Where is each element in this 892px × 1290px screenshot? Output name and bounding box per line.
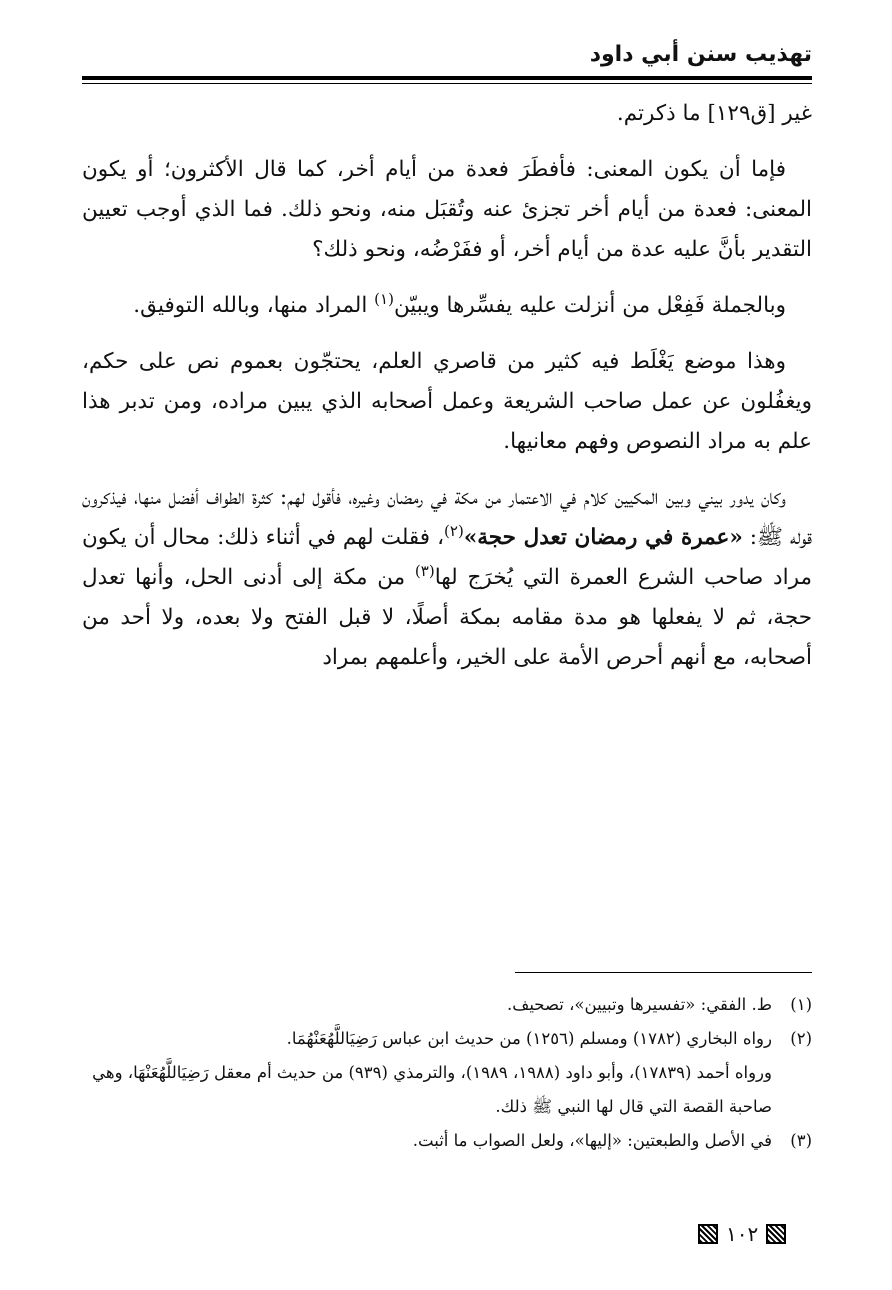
footnote-ref-3: (٣) (414, 561, 435, 580)
paragraph-5 (82, 478, 812, 678)
footnotes (82, 988, 812, 1158)
paragraph-5-text-c: من مكة إلى أدنى الحل، وأنها تعدل حجة، ثم لا يفعلها هو مدة مقامه بمكة أصلًا، لا قبل الفتح ولا بعده، ولا أحد من أصحابه، مع أنهم أحرص الأمة على الخير، وأعلمهم بمراد (82, 565, 812, 670)
page-number-block (698, 1222, 786, 1246)
ornament-icon (766, 1224, 786, 1244)
paragraph-2: فإما أن يكون المعنى: فأفطَرَ فعدة من أيام أخر، كما قال الأكثرون؛ أو يكون المعنى: فعدة من أيام أخر تجزئ عنه وتُقبَل منه، ونحو ذلك. فما الذي أوجب تعيين التقدير بأنَّ عليه عدة من أيام أخر، أو ففَرْضُه، ونحو ذلك؟ (82, 157, 812, 262)
main-text (82, 94, 812, 694)
running-title: تهذيب سنن أبي داود (589, 42, 812, 67)
paragraph-3-text-a: وبالجملة فَفِعْل من أنزلت عليه يفسِّرها ويبيّن (393, 293, 786, 318)
footnote-2 (82, 1022, 812, 1056)
ornament-icon (698, 1224, 718, 1244)
paragraph-1: غير [ق١٢٩] ما ذكرتم. (616, 101, 812, 126)
paragraph-4: وهذا موضع يَغْلَط فيه كثير من قاصري العلم، يحتجّون بعموم نص على حكم، ويغفُلون عن عمل صاحب الشريعة وعمل أصحابه الذي يبين مراده، ومن تدبر هذا علم به مراد النصوص وفهم معانيها. (82, 349, 812, 454)
footnote-text: في الأصل والطبعتين: «إليها»، ولعل الصواب ما أثبت. (412, 1131, 772, 1150)
footnote-text: رواه البخاري (١٧٨٢) ومسلم (١٢٥٦) من حديث ابن عباس رَضِيَاللَّهُعَنْهُمَا. (286, 1029, 772, 1048)
footnote-1 (82, 988, 812, 1022)
header-rule (82, 76, 812, 80)
paragraph-5-text-a: وكان يدور بيني وبين المكيين كلام في الاعتمار من مكة في رمضان وغيره، فأقول لهم: كثرة الطواف أفضل منها، فيذكرون قوله ﷺ: (82, 485, 813, 550)
footnote-2-continuation: ورواه أحمد (١٧٨٣٩)، وأبو داود (١٩٨٨، ١٩٨٩)، والترمذي (٩٣٩) من حديث أم معقل رَضِيَاللَّهُعَنْهَا، وهي صاحبة القصة التي قال لها النبي ﷺ ذلك. (92, 1063, 772, 1116)
footnote-text: ط. الفقي: «تفسيرها وتبيين»، تصحيف. (507, 995, 772, 1014)
footnote-separator (515, 972, 812, 973)
hadith-quote: «عمرة في رمضان تعدل حجة» (463, 525, 743, 550)
footnote-number: (٣) (790, 1131, 812, 1150)
footnote-number: (١) (790, 995, 812, 1014)
footnote-ref-1: (١) (374, 289, 394, 308)
page-number: ١٠٢ (726, 1222, 759, 1246)
footnote-3 (82, 1124, 812, 1158)
footnote-number: (٢) (790, 1029, 812, 1048)
paragraph-3 (82, 286, 812, 326)
footnote-ref-2: (٢) (444, 521, 464, 540)
paragraph-3-text-b: المراد منها، وبالله التوفيق. (133, 293, 375, 318)
paragraph-5-text-b: ، فقلت لهم في أثناء ذلك: محال أن يكون مراد صاحب الشرع العمرة التي يُخرَج لها (82, 525, 812, 590)
